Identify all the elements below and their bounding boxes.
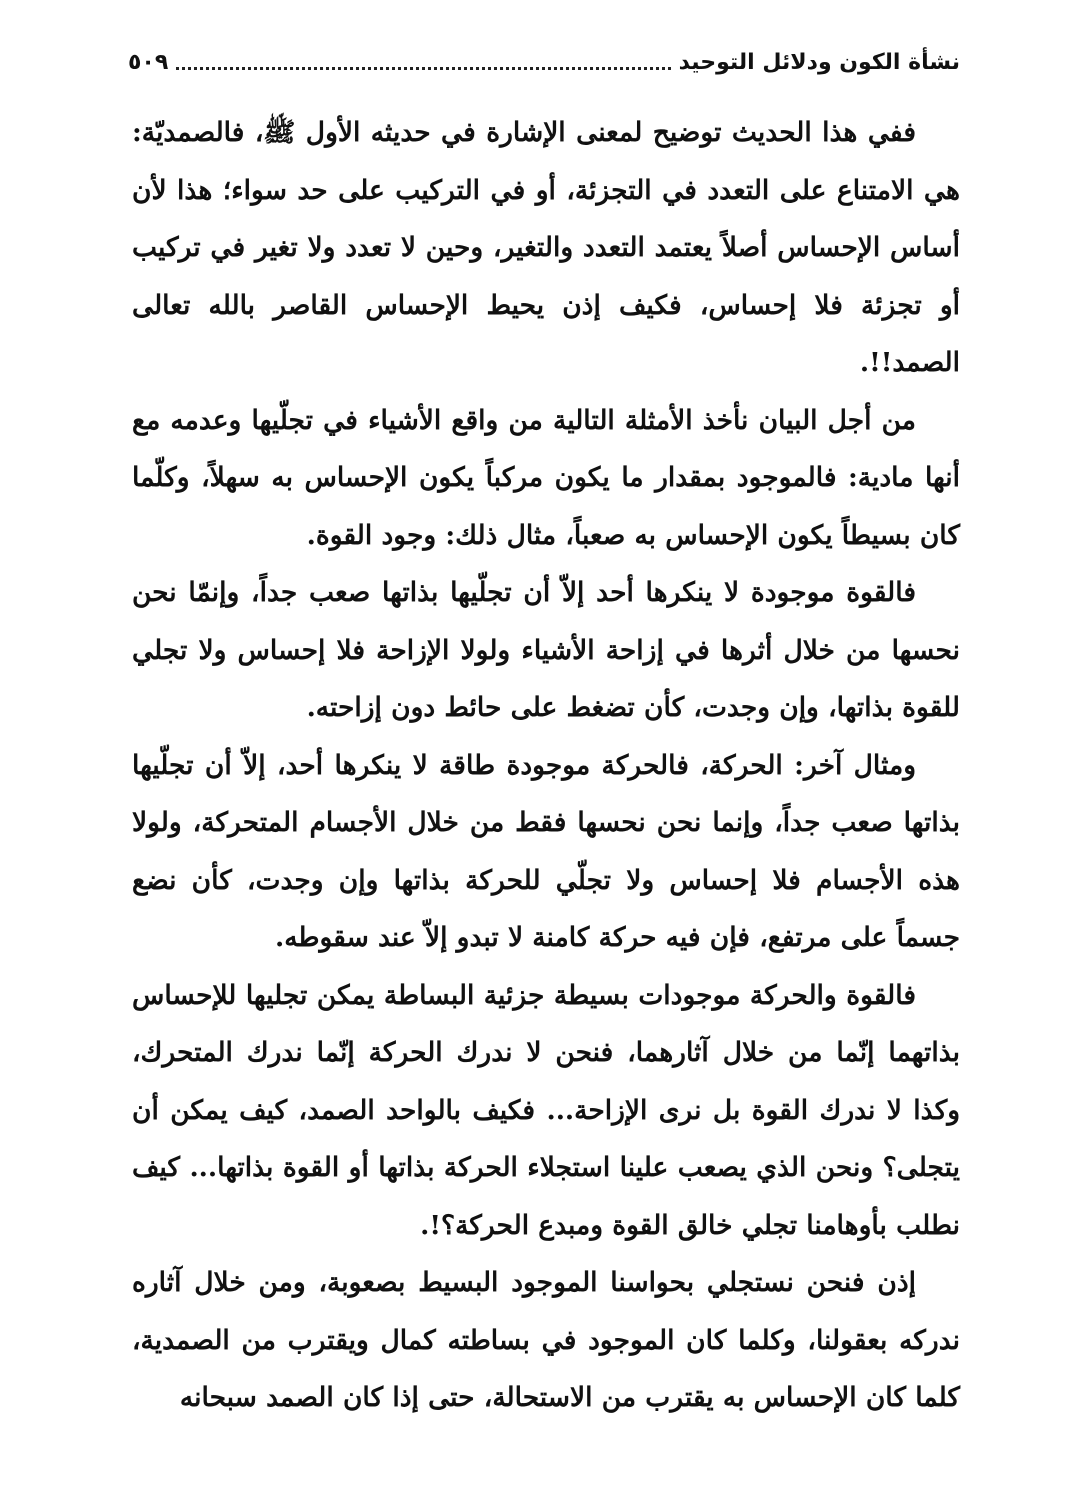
body-text — [132, 104, 960, 1427]
paragraph-5: فالقوة والحركة موجودات بسيطة جزئية البساطة يمكن تجليها للإحساس بذاتهما إنّما من خلال آثارهما، فنحن لا ندرك الحركة إنّما ندرك المتحرك، وكذا لا ندرك القوة بل نرى الإزاحة... فكيف بالواحد الصمد، كيف يمكن أن يتجلى؟ ونحن الذي يصعب علينا استجلاء الحركة بذاتها أو القوة بذاتها... كيف نطلب بأوهامنا تجلي خالق القوة ومبدع الحركة؟!. — [132, 979, 960, 1241]
header-dot-leader — [176, 67, 670, 70]
page-number: ٥٠٩ — [128, 49, 169, 75]
header-title: نشأة الكون ودلائل التوحيد — [678, 49, 960, 75]
paragraph-1: ففي هذا الحديث توضيح لمعنى الإشارة في حديثه الأول ﷺ، فالصمديّة: هي الامتناع على التعدد في التجزئة، أو في التركيب على حد سواء؛ هذا لأن أساس الإحساس أصلاً يعتمد التعدد والتغير، وحين لا تعدد ولا تغير في تركيب أو تجزئة فلا إحساس، فكيف إذن يحيط الإحساس القاصر بالله تعالى الصمد!!. — [132, 117, 960, 378]
paragraph-6: إذن فنحن نستجلي بحواسنا الموجود البسيط بصعوبة، ومن خلال آثاره ندركه بعقولنا، وكلما كان الموجود في بساطته كمال ويقترب من الصمدية، كلما كان الإحساس به يقترب من الاستحالة، حتى إذا كان الصمد سبحانه — [132, 1267, 960, 1413]
running-header — [128, 44, 960, 80]
paragraph-3: فالقوة موجودة لا ينكرها أحد إلاّ أن تجلّيها بذاتها صعب جداً، وإنمّا نحن نحسها من خلال أثرها في إزاحة الأشياء ولولا الإزاحة فلا إحساس ولا تجلي للقوة بذاتها، وإن وجدت، كأن تضغط على حائط دون إزاحته. — [132, 577, 960, 723]
paragraph-4: ومثال آخر: الحركة، فالحركة موجودة طاقة لا ينكرها أحد، إلاّ أن تجلّيها بذاتها صعب جداً، وإنما نحن نحسها فقط من خلال الأجسام المتحركة، ولولا هذه الأجسام فلا إحساس ولا تجلّي للحركة بذاتها وإن وجدت، كأن نضع جسماً على مرتفع، فإن فيه حركة كامنة لا تبدو إلاّ عند سقوطه. — [132, 749, 960, 953]
paragraph-2: من أجل البيان نأخذ الأمثلة التالية من واقع الأشياء في تجلّيها وعدمه مع أنها مادية: فالموجود بمقدار ما يكون مركباً يكون الإحساس به سهلاً، وكلّما كان بسيطاً يكون الإحساس به صعباً، مثال ذلك: وجود القوة. — [132, 404, 960, 551]
